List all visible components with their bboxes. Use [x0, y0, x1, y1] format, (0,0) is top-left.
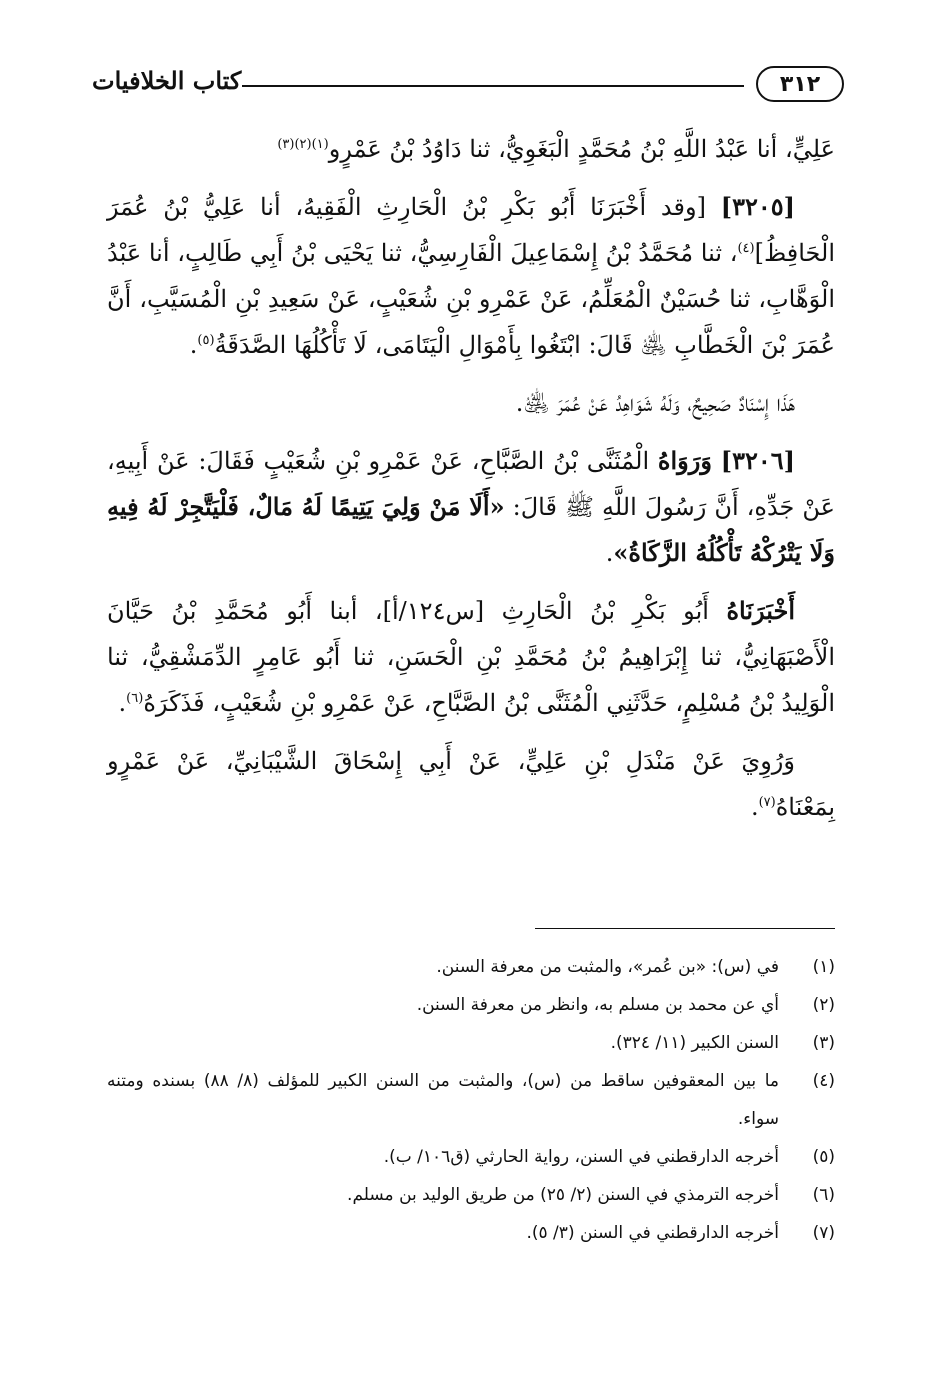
- page-number: ٣١٢: [756, 66, 844, 102]
- footnote-2: [107, 986, 835, 1024]
- footnote-7: [107, 1214, 835, 1252]
- paragraph-3206: [107, 438, 835, 576]
- footnote-ref-7: (٧): [758, 795, 776, 810]
- page-header: [92, 62, 844, 106]
- footnote-number: (٤): [812, 1071, 835, 1091]
- main-text: [107, 126, 835, 842]
- paragraph-1: [107, 126, 835, 172]
- p2-text-b: ، ثنا مُحَمَّدُ بْنُ إِسْمَاعِيلَ الْفَارِسِيُّ، ثنا يَحْيَى بْنُ أَبِي طَالِبٍ، أنا عَبْدُ الْوَهَّابِ، ثنا حُسَيْنٌ الْمُعَلِّمُ، عَنْ عَمْرِو بْنِ شُعَيْبٍ، عَنْ سَعِيدِ بْنِ الْمُسَيَّبِ، أَنَّ عُمَرَ بْنَ الْخَطَّابِ ﵁ قَالَ: ابْتَغُوا بِأَمْوَالِ الْيَتَامَى، لَا تَأْكُلُهَا الصَّدَقَةُ: [107, 239, 835, 359]
- p6-text: وَرُوِيَ عَنْ مَنْدَلِ بْنِ عَلِيٍّ، عَنْ أَبِي إِسْحَاقَ الشَّيْبَانِيِّ، عَنْ عَمْرٍو بِمَعْنَاهُ: [107, 747, 835, 821]
- footnotes: [107, 948, 835, 1252]
- footnote-ref-5: (٥): [197, 333, 215, 348]
- footnote-text: في (س): «بن عُمر»، والمثبت من معرفة السنن.: [436, 957, 779, 977]
- p1-text: عَلِيٍّ، أنا عَبْدُ اللَّهِ بْنُ مُحَمَّدٍ الْبَغَوِيُّ، ثنا دَاوُدُ بْنُ عَمْرٍو: [328, 135, 835, 163]
- footnote-6: [107, 1176, 835, 1214]
- p6-end: .: [750, 793, 759, 821]
- footnote-number: (١): [812, 957, 835, 977]
- paragraph-akhbaranah: [107, 588, 835, 726]
- hadith-number-3205: [٣٢٠٥]: [720, 192, 795, 221]
- footnote-3: [107, 1024, 835, 1062]
- p2-text-a: [وقد أَخْبَرَنَا أَبُو بَكْرِ بْنُ الْحَارِثِ الْفَقِيهُ، أنا عَلِيُّ بْنُ عُمَرَ الْحَافِظُ]: [107, 193, 835, 267]
- p4-text: الْمُثَنَّى بْنُ الصَّبَّاحِ، عَنْ عَمْرِو بْنِ شُعَيْبٍ فَقَالَ: عَنْ أَبِيهِ، عَنْ جَدِّهِ، أَنَّ رَسُولَ اللَّهِ ﷺ قَالَ:: [107, 447, 835, 521]
- footnote-4: [107, 1062, 835, 1138]
- p5-lead-word: أَخْبَرَنَاهُ: [726, 596, 795, 625]
- p5-end: .: [118, 689, 127, 717]
- footnote-number: (٣): [812, 1033, 835, 1053]
- p3-text: هَذَا إِسْنَادٌ صَحِيحٌ، وَلَهُ شَوَاهِدُ عَنْ عُمَرَ ﵁.: [515, 389, 795, 417]
- header-rule: [242, 85, 744, 87]
- footnote-1: [107, 948, 835, 986]
- hadith-number-3206: [٣٢٠٦]: [720, 446, 795, 475]
- footnote-text: أخرجه الدارقطني في السنن، رواية الحارثي (ق١٠٦/ ب).: [383, 1147, 779, 1167]
- footnote-text: أخرجه الدارقطني في السنن (٣/ ٥).: [526, 1223, 779, 1243]
- hadith-text: «أَلَا مَنْ وَلِيَ يَتِيمًا لَهُ مَالٌ، فَلْيَتَّجِرْ لَهُ فِيهِ وَلَا يَتْرُكْهُ تَأْكُلُهُ الزَّكَاةُ»: [107, 492, 835, 567]
- footnote-ref-4: (٤): [737, 241, 755, 256]
- p5-text: أَبُو بَكْرِ بْنُ الْحَارِثِ [س١٢٤/أ]، أبنا أَبُو مُحَمَّدِ بْنُ حَيَّانَ الْأَصْبَهَانِيُّ، ثنا إِبْرَاهِيمُ بْنُ مُحَمَّدِ بْنِ الْحَسَنِ، ثنا أَبُو عَامِرٍ الدِّمَشْقِيُّ، ثنا الْوَلِيدُ بْنُ مُسْلِمٍ، حَدَّثَنِي الْمُثَنَّى بْنُ الصَّبَّاحِ، عَنْ عَمْرِو بْنِ شُعَيْبٍ، فَذَكَرَهُ: [107, 597, 835, 717]
- p4-end: .: [605, 539, 614, 567]
- p2-end: .: [189, 331, 198, 359]
- p4-lead-word: وَرَوَاهُ: [657, 446, 712, 475]
- footnote-text: السنن الكبير (١١/ ٣٢٤).: [610, 1033, 779, 1053]
- book-title: كتاب الخلافيات: [92, 66, 242, 95]
- footnote-ref-1-2-3: (١)(٢)(٣): [277, 137, 329, 152]
- footnote-text: أخرجه الترمذي في السنن (٢/ ٢٥) من طريق الوليد بن مسلم.: [347, 1185, 779, 1205]
- footnote-number: (٢): [812, 995, 835, 1015]
- footnote-5: [107, 1138, 835, 1176]
- footnote-separator: [535, 928, 835, 929]
- footnote-number: (٥): [812, 1147, 835, 1167]
- paragraph-3205: [107, 184, 835, 368]
- paragraph-ruwiya: [107, 738, 835, 830]
- footnote-number: (٦): [812, 1185, 835, 1205]
- footnote-text: ما بين المعقوفين ساقط من (س)، والمثبت من السنن الكبير للمؤلف (٨/ ٨٨) بسنده ومتنه سواء.: [107, 1071, 779, 1129]
- paragraph-isnad-note: [107, 380, 835, 426]
- footnote-ref-6: (٦): [126, 691, 144, 706]
- footnote-number: (٧): [812, 1223, 835, 1243]
- footnote-text: أي عن محمد بن مسلم به، وانظر من معرفة السنن.: [416, 995, 779, 1015]
